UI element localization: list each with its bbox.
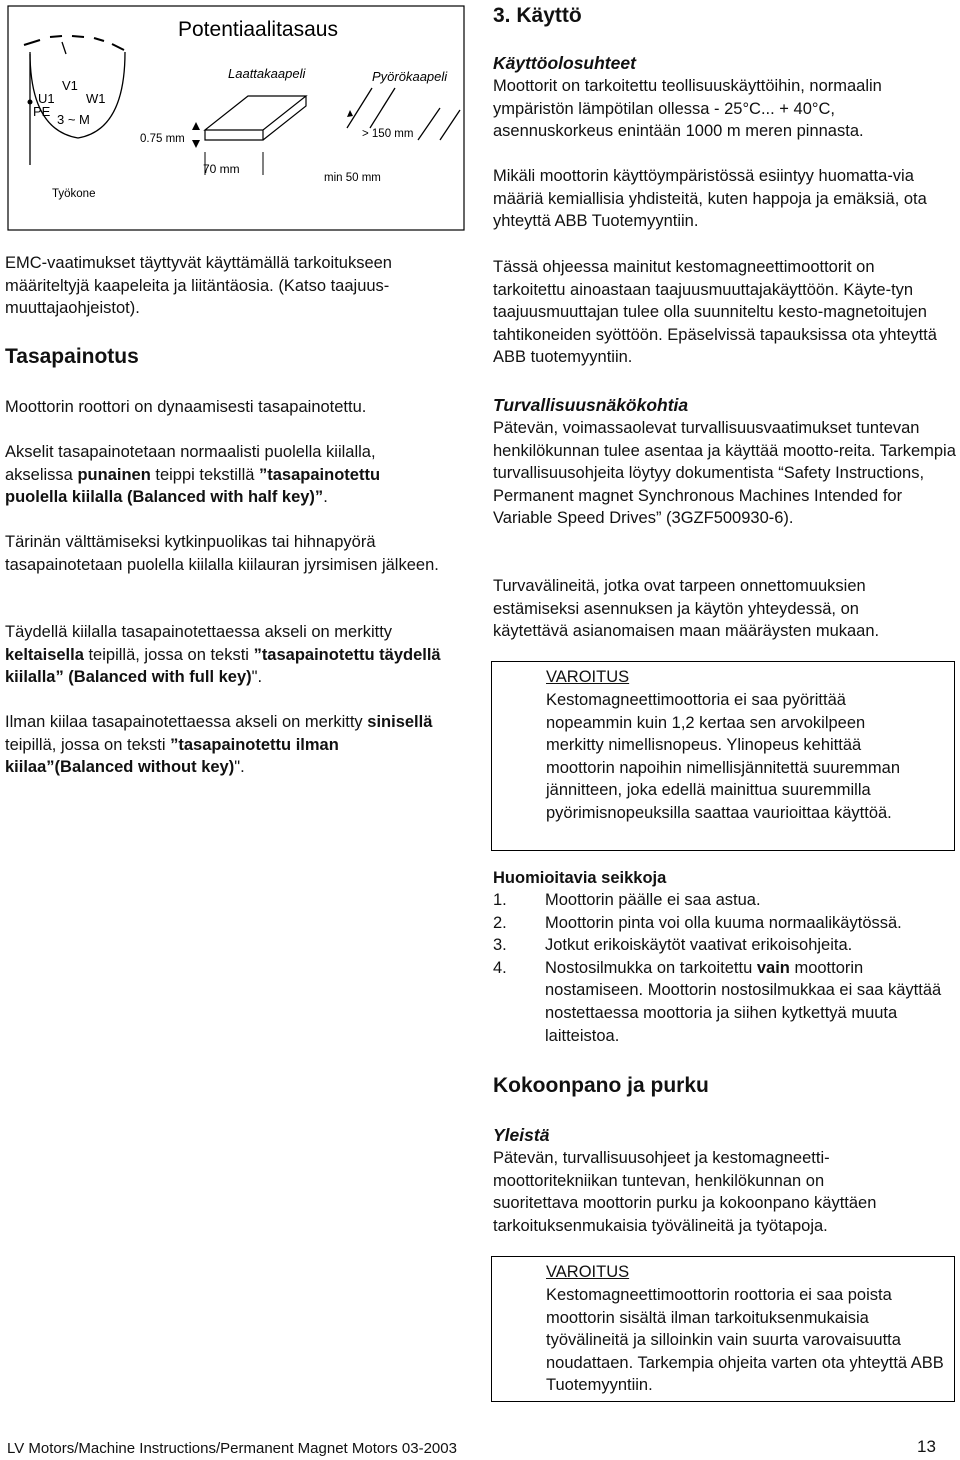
list-item xyxy=(493,889,958,912)
label-pyorokaapeli: Pyörökaapeli xyxy=(372,69,448,84)
label-pe: PE xyxy=(33,104,51,119)
list-item xyxy=(493,934,958,957)
label-w1: W1 xyxy=(86,91,106,106)
thickness-arrows xyxy=(192,122,200,148)
emc-paragraph: EMC-vaatimukset täyttyvät käyttämällä tarkoitukseen määriteltyjä kaapeleita ja liitäntäosia. (Katso taajuus-muuttajaohjeistot). xyxy=(5,254,392,318)
p5-end: ". xyxy=(234,758,245,777)
list-number: 2. xyxy=(493,913,507,932)
label-diameter: > 150 mm xyxy=(362,128,414,140)
notes-list xyxy=(493,889,958,1047)
operating-conditions-p3: Tässä ohjeessa mainitut kestomagneettimoottorit on tarkoitettu ainoastaan taajuusmuuttajakäyttöön. Käyte-tyn taajuusmuuttajan tulee olla suunniteltu kesto-magnetoitujen tahtikoneiden syöttöön. Epäselvissä tapauksissa ota yhteyttä ABB tuotemyyntiin. xyxy=(493,258,937,367)
label-thickness: 0.75 mm xyxy=(140,133,185,145)
p4-end: ". xyxy=(251,668,263,687)
balancing-p5 xyxy=(5,711,455,779)
p4-text: Täydellä kiilalla tasapainotettaessa akseli on merkitty xyxy=(5,623,393,641)
subheading-yleista: Yleistä xyxy=(493,1125,550,1145)
round-cable xyxy=(347,88,372,128)
diagram-title: Potentiaalitasaus xyxy=(178,18,338,41)
label-width: 70 mm xyxy=(203,162,240,176)
list-text: Moottorin pinta voi olla kuuma normaalikäytössä. xyxy=(545,913,902,932)
page-number: 13 xyxy=(917,1437,936,1456)
label-u1: U1 xyxy=(38,91,55,106)
flat-cable xyxy=(205,96,306,140)
warning-box-1 xyxy=(491,661,955,851)
notes-title: Huomioitavia seikkoja xyxy=(493,869,667,887)
list-text: Nostosilmukka on tarkoitettu xyxy=(545,958,757,977)
p4-bold: ”tasapainotettu täydellä kiilalla” (Balanced with full key) xyxy=(5,645,441,687)
label-motor: 3 ~ M xyxy=(57,112,90,127)
round-cable-2 xyxy=(440,110,460,140)
pe-terminal xyxy=(28,100,33,105)
assembly-p1: Pätevän, turvallisuusohjeet ja kestomagneetti-moottoritekniikan tuntevan, henkilökunnan on suoritettava moottorin purku ja kokoonpano käyttäen tarkoituksenmukaisia työvälineitä ja työtapoja. xyxy=(493,1149,877,1235)
operating-conditions-p2: Mikäli moottorin käyttöympäristössä esiintyy huomatta-via määriä kemiallisia yhdisteitä, kuten happoja ja emäksiä, ota yhteyttä ABB Tuotemyyntiin. xyxy=(493,167,927,231)
p5-text: Ilman kiilaa tasapainotettaessa akseli on merkitty xyxy=(5,713,368,731)
label-machine: Työkone xyxy=(52,188,96,200)
list-text: Moottorin päälle ei saa astua. xyxy=(545,891,761,909)
p5-text: teipillä, jossa on teksti xyxy=(5,735,171,754)
warning-body: Kestomagneettimoottoria ei saa pyörittää nopeammin kuin 1,2 kertaa sen arvokilpeen merkitty nimellisnopeus. Ylinopeus kehittää moottorin napoihin nimellisjännitettä suuremman jännitteen, joka edellä mainittua suuremmilla pyörimisnopeuksilla saattaa vaurioittaa käyttöä. xyxy=(546,691,901,822)
p2-end: . xyxy=(323,488,328,507)
p4-text: teipillä, jossa on teksti xyxy=(83,645,254,664)
list-item xyxy=(493,912,958,935)
motor-dash xyxy=(94,38,104,41)
p5-bold: ”tasapainotettu ilman kiilaa”(Balanced without key) xyxy=(5,735,339,777)
subheading-kayttoolosuhteet: Käyttöolosuhteet xyxy=(493,53,636,73)
operating-conditions-p1: Moottorit on tarkoitettu teollisuuskäyttöihin, normaalin ympäristön lämpötilan ollessa - 25°C... + 40°C, asennuskorkeus enintään 1000 m meren pinnasta. xyxy=(493,77,882,141)
label-laattakaapeli: Laattakaapeli xyxy=(228,66,306,81)
list-number: 3. xyxy=(493,936,507,955)
balancing-p3: Tärinän välttämiseksi kytkinpuolikas tai hihnapyörä tasapainotetaan puolella kiilalla kiilauran jyrsimisen jälkeen. xyxy=(5,533,439,574)
motor-dash xyxy=(24,40,40,45)
subheading-turvallisuus: Turvallisuusnäkökohtia xyxy=(493,395,689,415)
potential-equalization-diagram xyxy=(0,0,470,235)
motor-dash xyxy=(50,36,62,37)
balancing-p4 xyxy=(5,621,445,689)
label-spacing: min 50 mm xyxy=(324,172,381,184)
list-item xyxy=(493,957,958,1047)
footer-text: LV Motors/Machine Instructions/Permanent Magnet Motors 03-2003 xyxy=(7,1440,457,1457)
p2-text: teippi tekstillä xyxy=(150,465,260,484)
warning-box-2 xyxy=(491,1256,955,1402)
list-number: 4. xyxy=(493,958,507,977)
p2-red: punainen xyxy=(77,465,151,484)
warning-title: VAROITUS xyxy=(546,668,630,686)
list-text: moottorin nostamiseen. Moottorin nostosilmukkaa ei saa käyttää nostettaessa moottoria ja siihen kytkettyä muuta laitteistoa. xyxy=(545,958,942,1045)
section-title-kaytto: 3. Käyttö xyxy=(493,4,582,27)
list-text: Jotkut erikoiskäytöt vaativat erikoisohjeita. xyxy=(545,936,853,955)
heading-tasapainotus: Tasapainotus xyxy=(5,345,139,368)
heading-kokoonpano: Kokoonpano ja purku xyxy=(493,1074,709,1097)
round-cable xyxy=(370,88,395,128)
balancing-p2 xyxy=(5,441,445,509)
balancing-p1: Moottorin roottori on dynaamisesti tasapainotettu. xyxy=(5,398,367,416)
p2-bold: ”tasapainotettu puolella kiilalla (Balanced with half key)” xyxy=(5,465,381,507)
warning-body: Kestomagneettimoottorin roottoria ei saa poista moottorin sisältä ilman tarkoituksenmukaisia työvälineitä ja silloinkin vain suurta varovaisuutta noudattaen. Tarkempia ohjeita varten ota yhteyttä ABB Tuotemyyntiin. xyxy=(546,1286,944,1395)
motor-dash xyxy=(72,36,84,37)
p4-yellow: keltaisella xyxy=(5,645,84,664)
list-bold: vain xyxy=(756,958,790,977)
warning-title: VAROITUS xyxy=(546,1263,630,1281)
label-v1: V1 xyxy=(62,78,78,93)
round-cable-2 xyxy=(418,108,440,140)
p5-blue: sinisellä xyxy=(367,713,433,731)
safety-p1: Pätevän, voimassaolevat turvallisuusvaatimukset tuntevan henkilökunnan tulee asentaa ja käyttää mootto-reita. Tarkempia turvallisuusohjeita löytyy dokumentista “Safety Instructions, Permanent magnet Synchronous Machines Intended for Variable Speed Drives” (3GZF500930-6). xyxy=(493,419,956,528)
motor-dash xyxy=(112,44,124,50)
safety-p2: Turvavälineitä, jotka ovat tarpeen onnettomuuksien estämiseksi asennuksen ja käytön yhteydessä, on käytettävä asianomaisen maan määräysten mukaan. xyxy=(493,577,880,641)
p2-text: Akselit tasapainotetaan normaalisti puolella kiilalla, akselissa xyxy=(5,443,376,484)
list-number: 1. xyxy=(493,891,507,909)
